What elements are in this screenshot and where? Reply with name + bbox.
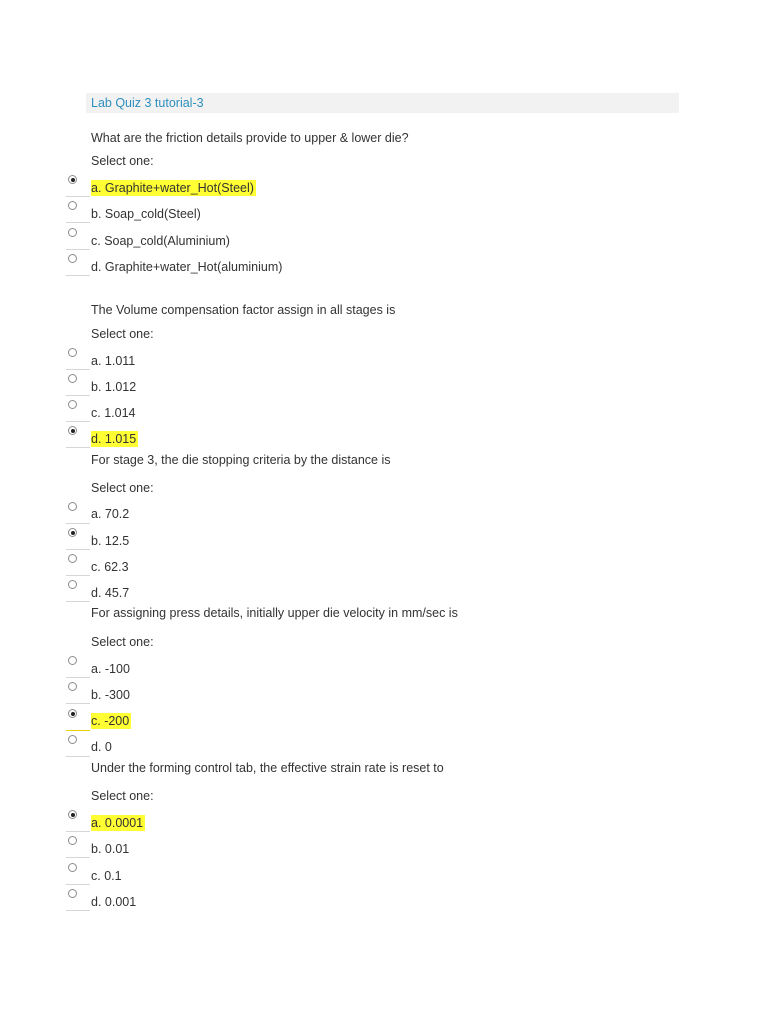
question-5-select-one: Select one: [91, 789, 154, 803]
q2-option-b-radio[interactable] [68, 374, 77, 383]
quiz-title: Lab Quiz 3 tutorial-3 [91, 96, 204, 110]
q4-option-d-label[interactable]: d. 0 [91, 740, 112, 754]
q2-option-d-radio[interactable] [68, 426, 77, 435]
question-2-text: The Volume compensation factor assign in all stages is [91, 303, 396, 317]
q1-option-a-divider [66, 196, 90, 197]
q1-option-b-label[interactable]: b. Soap_cold(Steel) [91, 207, 201, 221]
q5-option-d-label[interactable]: d. 0.001 [91, 895, 137, 909]
q1-option-c-divider [66, 249, 90, 250]
q4-option-c-divider [66, 730, 90, 731]
q1-option-d-radio[interactable] [68, 254, 77, 263]
q5-option-d-divider [66, 910, 90, 911]
question-1-select-one: Select one: [91, 154, 154, 168]
q5-option-b-radio[interactable] [68, 836, 77, 845]
q3-option-c-radio[interactable] [68, 554, 77, 563]
quiz-title-bar [86, 93, 679, 113]
q1-option-c-radio[interactable] [68, 228, 77, 237]
question-3-select-one: Select one: [91, 481, 154, 495]
question-5-text: Under the forming control tab, the effective strain rate is reset to [91, 761, 444, 775]
q2-option-a-label[interactable]: a. 1.011 [91, 354, 136, 368]
q2-option-a-radio[interactable] [68, 348, 77, 357]
question-2-select-one: Select one: [91, 327, 154, 341]
q3-option-a-label[interactable]: a. 70.2 [91, 507, 130, 521]
q5-option-c-label[interactable]: c. 0.1 [91, 869, 122, 883]
q3-option-c-divider [66, 575, 90, 576]
q2-option-a-divider [66, 369, 90, 370]
q1-option-b-radio[interactable] [68, 201, 77, 210]
q4-option-a-label[interactable]: a. -100 [91, 662, 130, 676]
q1-option-d-label[interactable]: d. Graphite+water_Hot(aluminium) [91, 260, 283, 274]
q5-option-a-label[interactable]: a. 0.0001 [91, 816, 144, 830]
q5-option-d-radio[interactable] [68, 889, 77, 898]
q4-option-d-divider [66, 756, 90, 757]
q4-option-c-label[interactable]: c. -200 [91, 714, 130, 728]
q3-option-b-radio[interactable] [68, 528, 77, 537]
question-4-select-one: Select one: [91, 635, 154, 649]
q3-option-c-label[interactable]: c. 62.3 [91, 560, 129, 574]
q2-option-c-radio[interactable] [68, 400, 77, 409]
q4-option-b-label[interactable]: b. -300 [91, 688, 130, 702]
q1-option-c-label[interactable]: c. Soap_cold(Aluminium) [91, 234, 230, 248]
q3-option-a-radio[interactable] [68, 502, 77, 511]
q2-option-c-label[interactable]: c. 1.014 [91, 406, 136, 420]
q4-option-b-divider [66, 703, 90, 704]
q1-option-a-label[interactable]: a. Graphite+water_Hot(Steel) [91, 181, 254, 195]
q5-option-b-label[interactable]: b. 0.01 [91, 842, 130, 856]
q1-option-d-divider [66, 275, 90, 276]
q3-option-b-divider [66, 549, 90, 550]
q5-option-b-divider [66, 857, 90, 858]
q5-option-a-divider [66, 831, 90, 832]
q3-option-d-divider [66, 601, 90, 602]
q3-option-a-divider [66, 523, 90, 524]
q4-option-c-radio[interactable] [68, 709, 77, 718]
q2-option-c-divider [66, 421, 90, 422]
q2-option-d-label[interactable]: d. 1.015 [91, 432, 137, 446]
q4-option-b-radio[interactable] [68, 682, 77, 691]
q3-option-b-label[interactable]: b. 12.5 [91, 534, 130, 548]
q2-option-b-divider [66, 395, 90, 396]
question-4-text: For assigning press details, initially upper die velocity in mm/sec is [91, 606, 458, 620]
q4-option-a-divider [66, 677, 90, 678]
q2-option-d-divider [66, 447, 90, 448]
q3-option-d-label[interactable]: d. 45.7 [91, 586, 130, 600]
q5-option-a-radio[interactable] [68, 810, 77, 819]
q2-option-b-label[interactable]: b. 1.012 [91, 380, 137, 394]
q5-option-c-divider [66, 884, 90, 885]
q3-option-d-radio[interactable] [68, 580, 77, 589]
q4-option-d-radio[interactable] [68, 735, 77, 744]
question-3-text: For stage 3, the die stopping criteria by the distance is [91, 453, 391, 467]
q5-option-c-radio[interactable] [68, 863, 77, 872]
question-1-text: What are the friction details provide to upper & lower die? [91, 131, 409, 145]
q1-option-a-radio[interactable] [68, 175, 77, 184]
q1-option-b-divider [66, 222, 90, 223]
q4-option-a-radio[interactable] [68, 656, 77, 665]
